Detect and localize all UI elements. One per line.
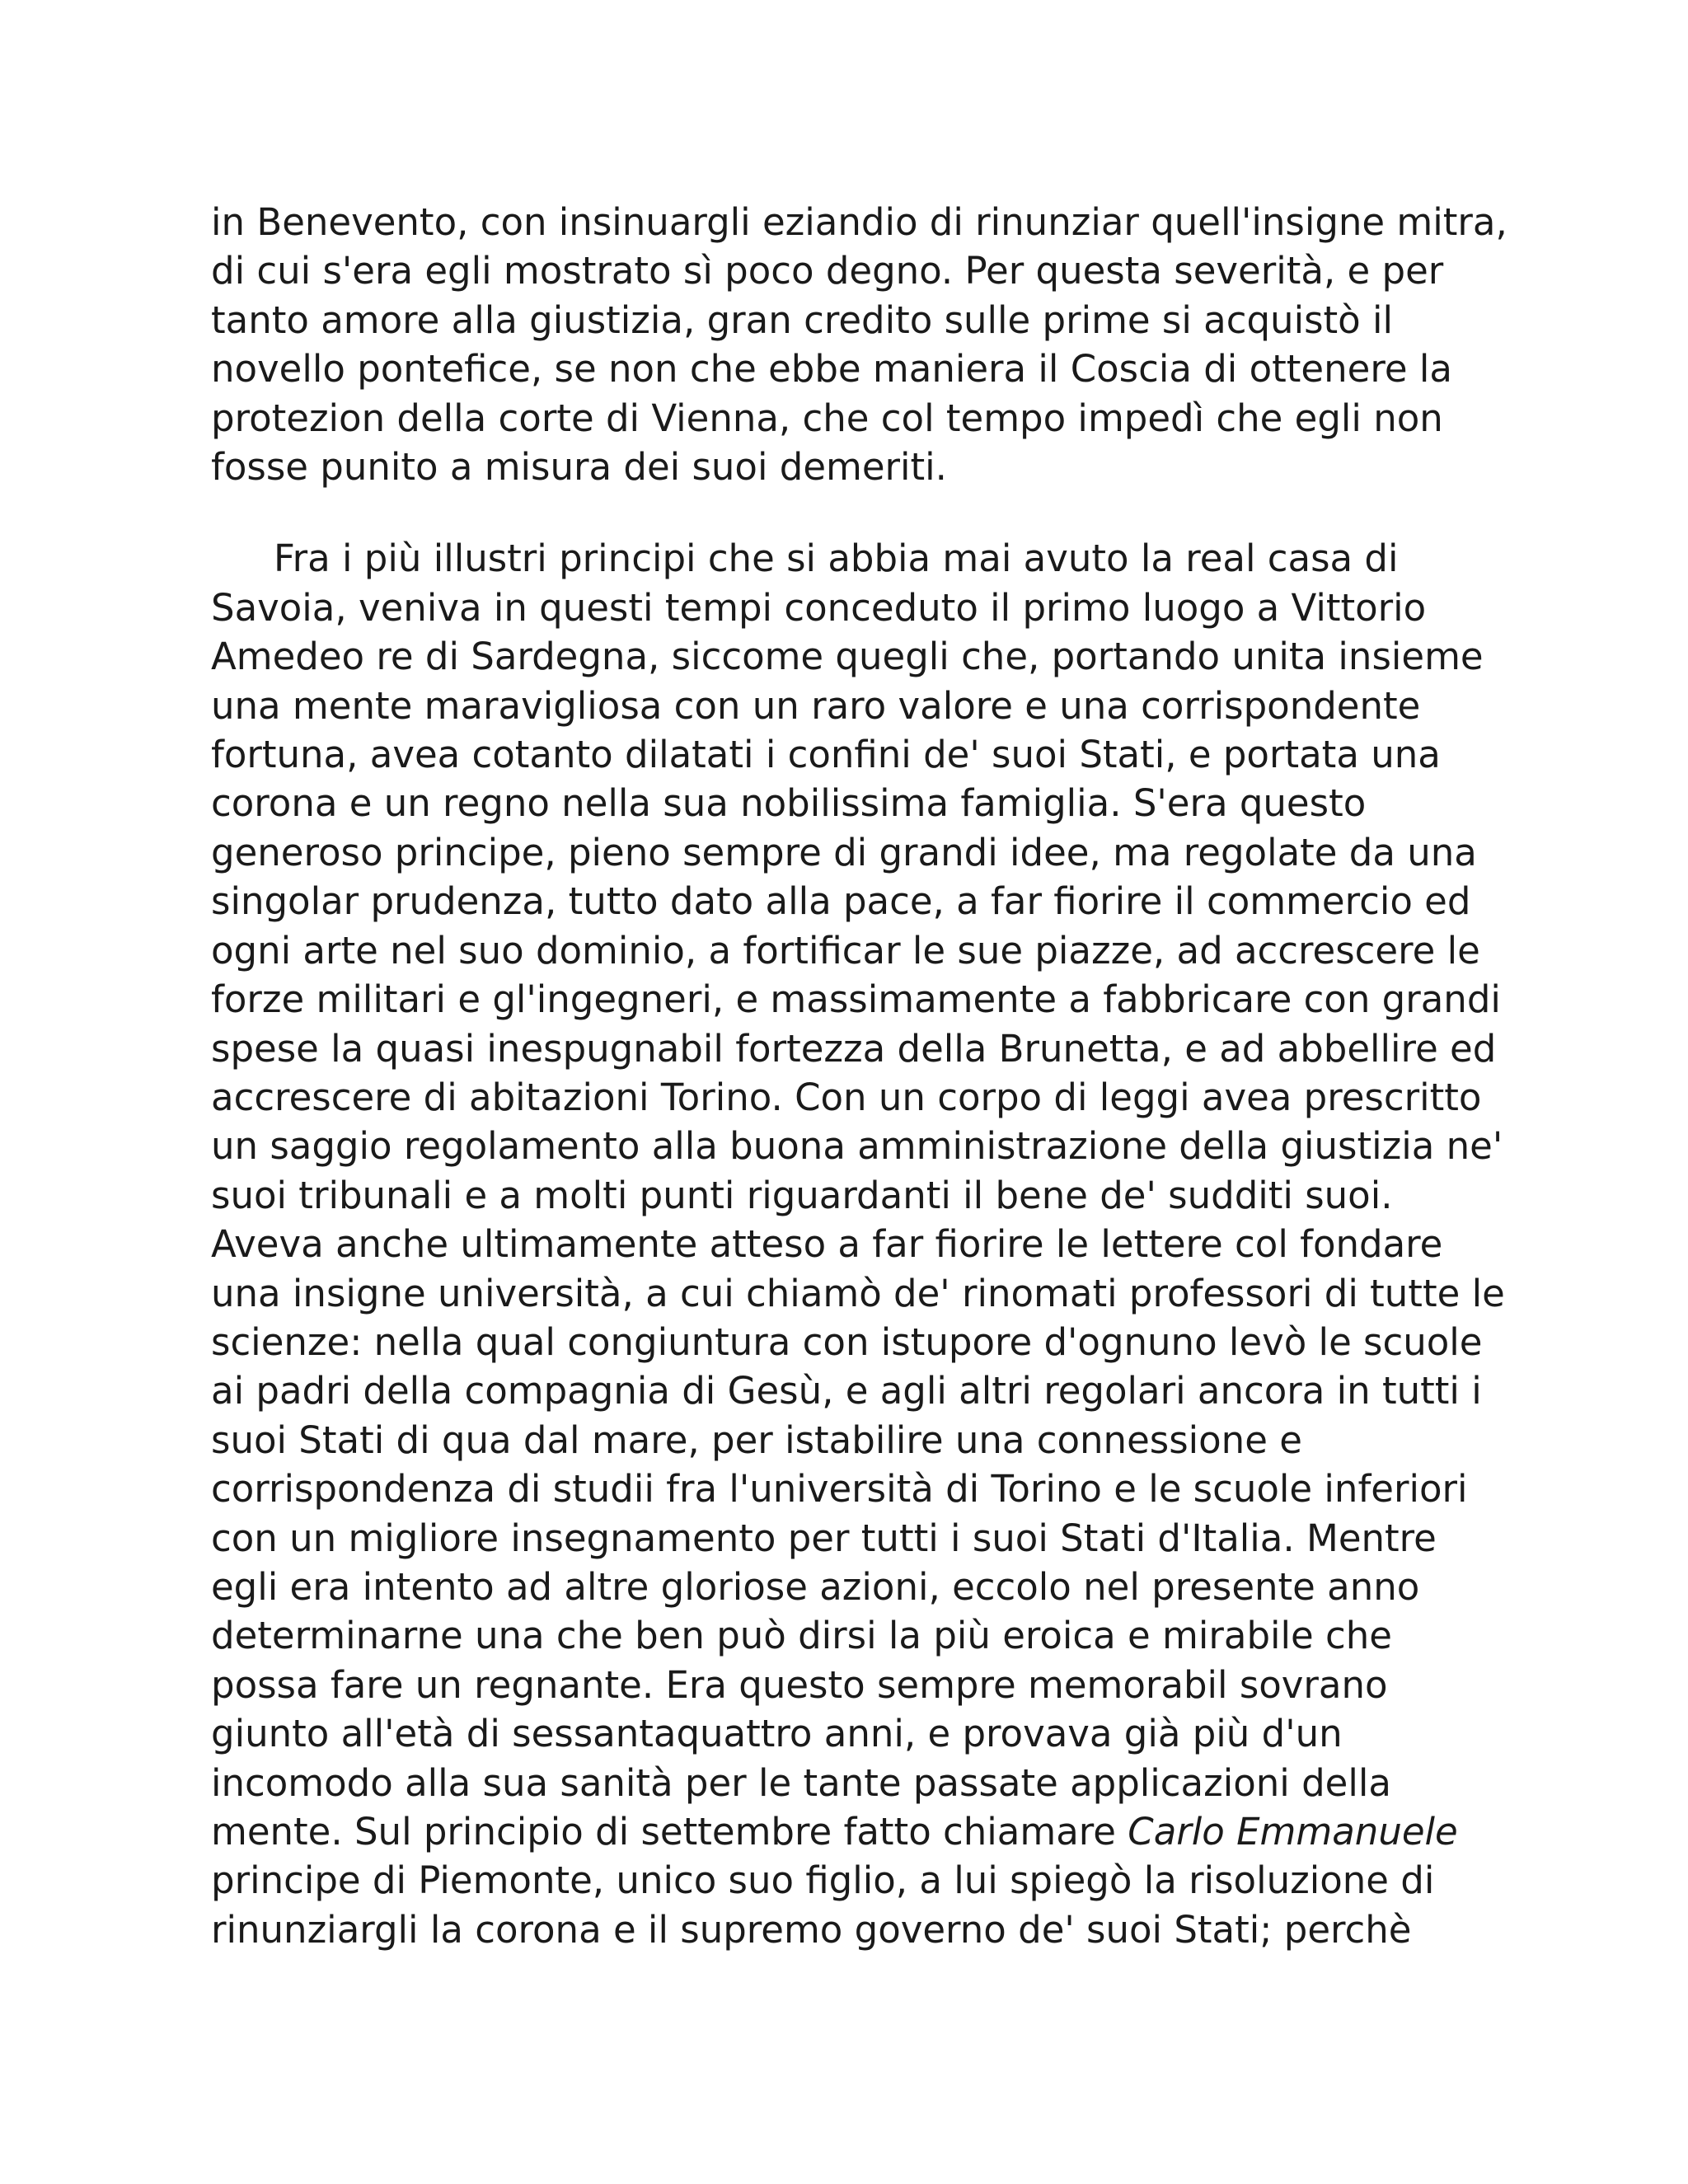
- text-line: corrispondenza di studii fra l'università di Torino e le scuole inferiori: [211, 1467, 1468, 1511]
- text-line: ai padri della compagnia di Gesù, e agli altri regolari ancora in tutti i: [211, 1369, 1482, 1413]
- text-line: protezion della corte di Vienna, che col tempo impedì che egli non: [211, 396, 1443, 440]
- text-line: incomodo alla sua sanità per le tante passate applicazioni della: [211, 1760, 1391, 1805]
- text-line: una mente maravigliosa con un raro valore e una corrispondente: [211, 683, 1421, 728]
- text-line: novello pontefice, se non che ebbe maniera il Coscia di ottenere la: [211, 347, 1452, 391]
- text-line: Amedeo re di Sardegna, siccome quegli che, portando unita insieme: [211, 635, 1484, 679]
- text-line: possa fare un regnante. Era questo sempre memorabil sovrano: [211, 1662, 1388, 1707]
- text-line: fosse punito a misura dei suoi demeriti.: [211, 445, 947, 490]
- text-line: Fra i più illustri principi che si abbia mai avuto la real casa di: [274, 537, 1399, 581]
- body-text: [211, 198, 1507, 1954]
- text-line: una insigne università, a cui chiamò de' rinomati professori di tutte le: [211, 1271, 1505, 1315]
- text-line: accrescere di abitazioni Torino. Con un corpo di leggi avea prescritto: [211, 1075, 1482, 1119]
- text-line: forze militari e gl'ingegneri, e massimamente a fabbricare con grandi: [211, 977, 1501, 1022]
- text-line: suoi tribunali e a molti punti riguardanti il bene de' sudditi suoi.: [211, 1173, 1393, 1217]
- text-line: egli era intento ad altre gloriose azioni, eccolo nel presente anno: [211, 1564, 1420, 1609]
- text-line: Aveva anche ultimamente atteso a far fiorire le lettere col fondare: [211, 1222, 1443, 1267]
- text-line: scienze: nella qual congiuntura con istupore d'ognuno levò le scuole: [211, 1319, 1483, 1364]
- text-line: di cui s'era egli mostrato sì poco degno. Per questa severità, e per: [211, 249, 1444, 293]
- text-line: Savoia, veniva in questi tempi conceduto il primo luogo a Vittorio: [211, 585, 1427, 630]
- text-line: corona e un regno nella sua nobilissima famiglia. S'era questo: [211, 781, 1367, 826]
- text-line: singolar prudenza, tutto dato alla pace, a far fiorire il commercio ed: [211, 879, 1471, 924]
- text-line: spese la quasi inespugnabil fortezza della Brunetta, e ad abbellire ed: [211, 1026, 1497, 1071]
- text-line: determinarne una che ben può dirsi la più eroica e mirabile che: [211, 1614, 1392, 1658]
- text-line: con un migliore insegnamento per tutti i suoi Stati d'Italia. Mentre: [211, 1516, 1437, 1560]
- text-line: tanto amore alla giustizia, gran credito sulle prime si acquistò il: [211, 298, 1394, 342]
- text-line: principe di Piemonte, unico suo figlio, a lui spiegò la risoluzione di: [211, 1858, 1435, 1903]
- text-line: suoi Stati di qua dal mare, per istabilire una connessione e: [211, 1418, 1302, 1462]
- text-line: ogni arte nel suo dominio, a fortificar le sue piazze, ad accrescere le: [211, 928, 1480, 972]
- paragraph: [211, 198, 1507, 491]
- italic-name: Carlo Emmanuele: [1128, 1810, 1458, 1854]
- text-line: giunto all'età di sessantaquattro anni, e provava già più d'un: [211, 1712, 1343, 1756]
- text-fragment: mente. Sul principio di settembre fatto chiamare: [211, 1810, 1128, 1854]
- paragraph: [211, 534, 1505, 1954]
- text-line: rinunziargli la corona e il supremo governo de' suoi Stati; perchè: [211, 1907, 1412, 1952]
- paragraph-spacer: [211, 491, 1497, 534]
- text-line: un saggio regolamento alla buona amministrazione della giustizia ne': [211, 1124, 1503, 1169]
- text-line: in Benevento, con insinuargli eziandio di rinunziar quell'insigne mitra,: [211, 200, 1507, 244]
- text-line: fortuna, avea cotanto dilatati i confini de' suoi Stati, e portata una: [211, 733, 1441, 777]
- text-line: generoso principe, pieno sempre di grandi idee, ma regolate da una: [211, 830, 1477, 874]
- text-line: [211, 1807, 1497, 1856]
